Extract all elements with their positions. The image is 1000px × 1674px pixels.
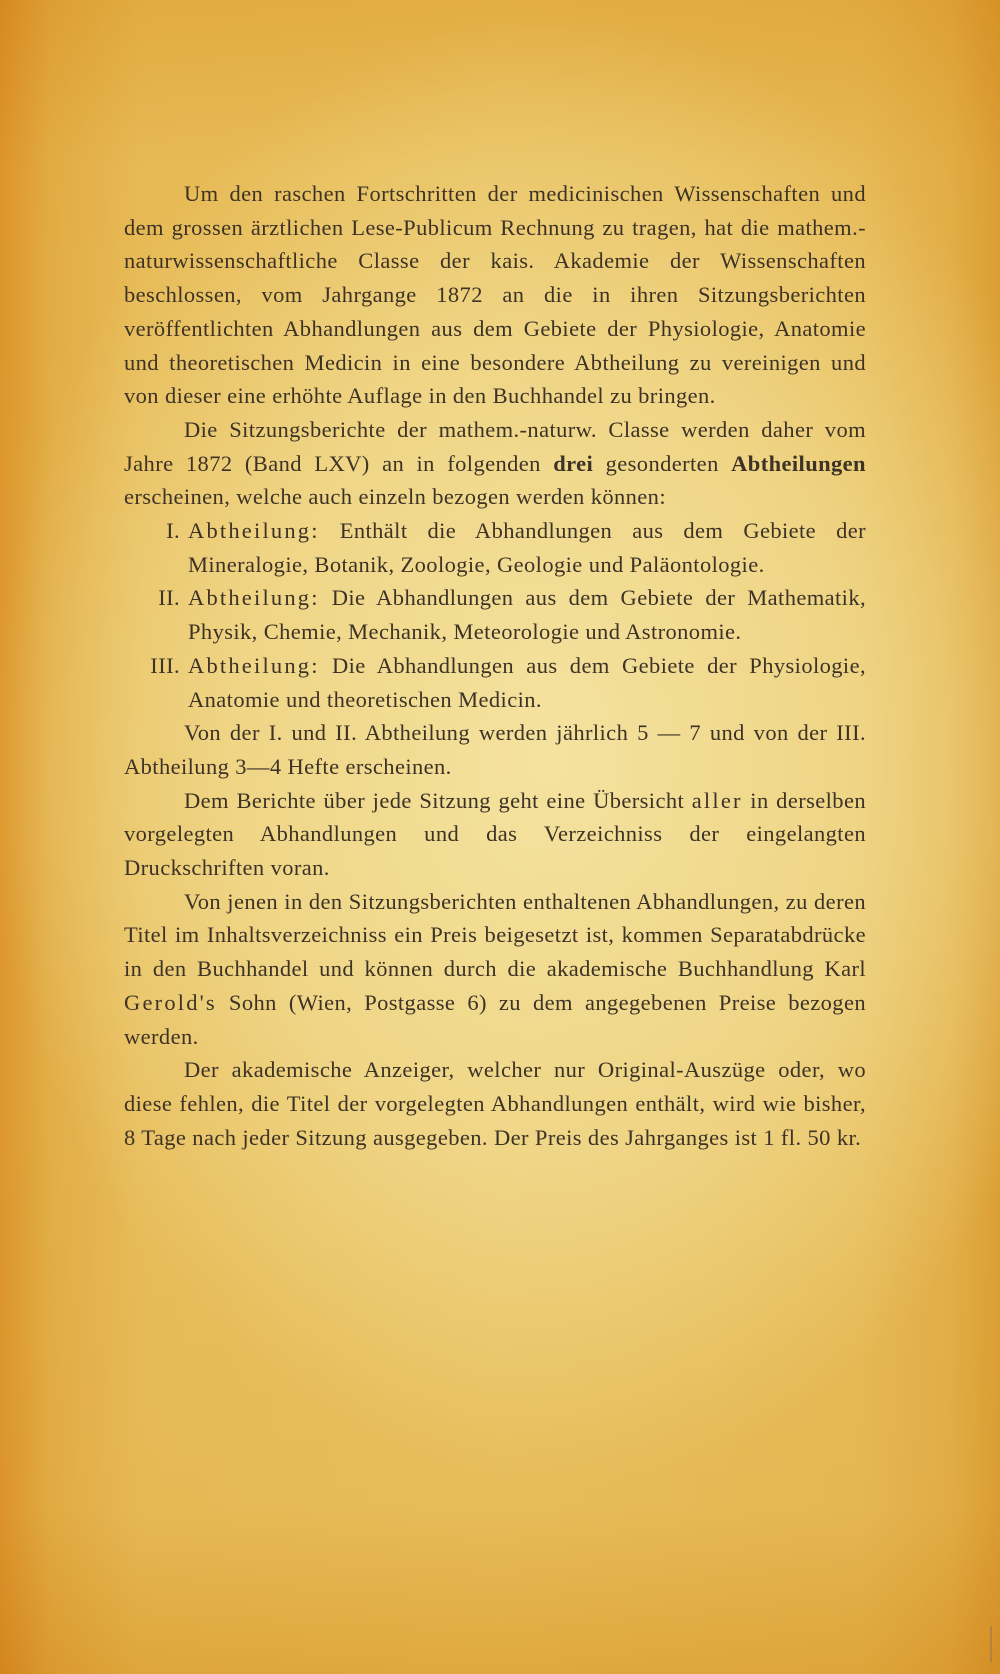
paragraph-divisions-text-1: Die Sitzungsberichte der mathem.-naturw. Classe werden daher vom Jahre 1872 (Band LXV) an in folgenden [124,416,866,476]
paragraph-divisions-intro [124,413,866,514]
division-label: Abtheilung: [188,585,320,611]
division-number: III. [150,652,180,678]
division-item-2 [124,581,866,648]
emphasis-drei: drei [553,450,594,476]
division-label: Abtheilung: [188,518,320,544]
paragraph-session-text-2: in derselben vorgelegten Abhandlungen und das Verzeichniss der eingelangten Druckschriften voran. [124,787,866,881]
division-number: II. [158,585,180,611]
paragraph-anzeiger [124,1053,866,1154]
emphasis-aller: aller [691,787,743,813]
paragraph-anzeiger-text: Der akademische Anzeiger, welcher nur Original-Auszüge oder, wo diese fehlen, die Titel der vorgelegten Abhandlungen enthält, wird wie bisher, 8 Tage nach jeder Sitzung ausgegeben. Der Preis des Jahrganges ist 1 fl. 50 kr. [124,1057,866,1150]
division-description: Die Abhandlungen aus dem Gebiete der Mathematik, Physik, Chemie, Mechanik, Meteorologie und Astronomie. [188,585,866,645]
paragraph-intro-text: Um den raschen Fortschritten der medicinischen Wissenschaften und dem grossen ärztlichen Lese-Publicum Rechnung zu tragen, hat die mathem.-naturwissenschaftliche Classe der kais. Akademie der Wissenschaften beschlossen, vom Jahrgange 1872 an die in ihren Sitzungsberichten veröffentlichten Abhandlungen aus dem Gebiete der Physiologie, Anatomie und theoretischen Medicin in eine besondere Abtheilung zu vereinigen und von dieser eine erhöhte Auflage in den Buchhandel zu bringen. [124,181,866,409]
document-body [124,177,866,1154]
paragraph-divisions-text-2: gesonderten [593,450,732,476]
paragraph-issue-frequency [124,716,866,783]
paragraph-offprints-text-2: Sohn (Wien, Postgasse 6) zu dem angegebenen Preise bezogen werden. [124,989,866,1049]
division-label: Abtheilung: [188,652,320,678]
emphasis-abtheilungen: Abtheilungen [731,450,866,476]
paragraph-intro [124,177,866,413]
division-list [124,514,866,716]
division-item-1 [124,514,866,581]
page-edge-mark [990,1626,992,1662]
paragraph-issue-frequency-text: Von der I. und II. Abtheilung werden jährlich 5 — 7 und von der III. Abtheilung 3—4 Hefte erscheinen. [124,720,866,779]
paragraph-session-text-1: Dem Berichte über jede Sitzung geht eine Übersicht [184,787,692,813]
paragraph-offprints-text-1: Von jenen in den Sitzungsberichten enthaltenen Abhandlungen, zu deren Titel im Inhaltsverzeichniss ein Preis beigesetzt ist, kommen Separatabdrücke in den Buchhandel und können durch die akademische Buchhandlung Karl [124,888,866,982]
emphasis-gerold: Gerold's [124,989,217,1015]
paragraph-session-reports [124,784,866,885]
division-description: Die Abhandlungen aus dem Gebiete der Physiologie, Anatomie und theoretischen Medicin. [188,652,866,712]
paragraph-offprints [124,885,866,1054]
division-number: I. [166,518,180,544]
division-description: Enthält die Abhandlungen aus dem Gebiete der Mineralogie, Botanik, Zoologie, Geologie und Paläontologie. [188,518,866,577]
division-item-3 [124,649,866,716]
paragraph-divisions-text-3: erscheinen, welche auch einzeln bezogen werden können: [124,484,666,510]
